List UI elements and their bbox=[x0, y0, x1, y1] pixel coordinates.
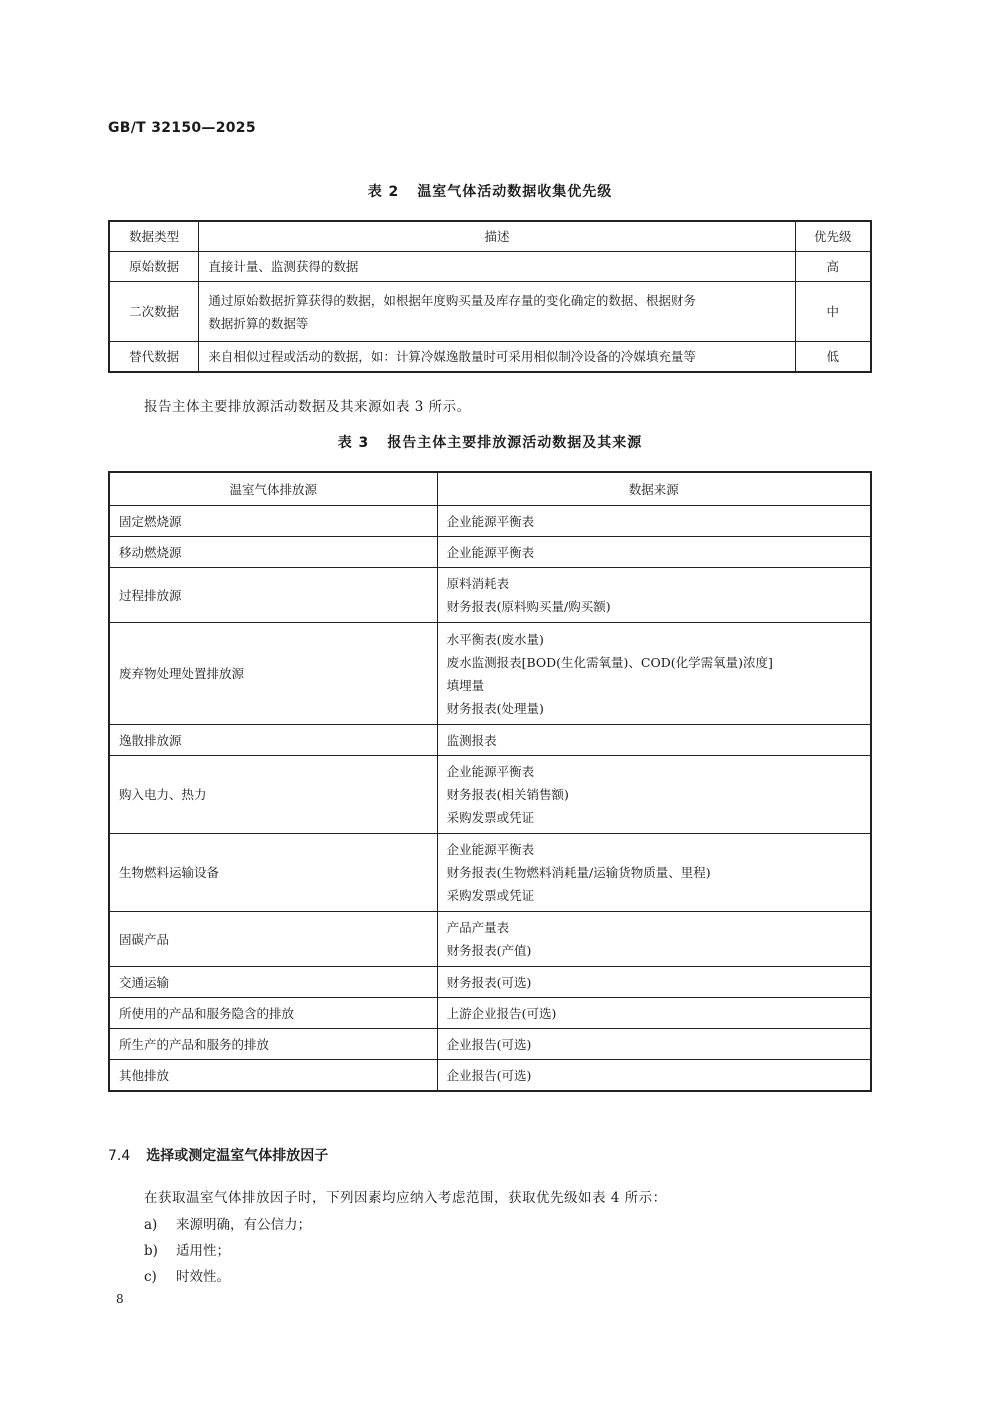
table3-header-row bbox=[109, 472, 871, 506]
table3-data-line: 财务报表(生物燃料消耗量/运输货物质量、里程) bbox=[446, 865, 711, 880]
table3 bbox=[108, 471, 872, 1092]
table-row bbox=[109, 998, 871, 1029]
list-text: 时效性。 bbox=[176, 1269, 230, 1285]
page-number: 8 bbox=[116, 1292, 124, 1306]
table3-cell-data bbox=[437, 506, 871, 537]
table-row bbox=[109, 967, 871, 998]
table3-cell-data bbox=[437, 967, 871, 998]
table3-data-line: 企业报告(可选) bbox=[446, 1067, 532, 1083]
table3-cell-data bbox=[437, 537, 871, 568]
table2-header-priority: 优先级 bbox=[795, 221, 871, 252]
table2-desc-line: 数据折算的数据等 bbox=[208, 315, 309, 331]
section-paragraph: 在获取温室气体排放因子时，下列因素均应纳入考虑范围，获取优先级如表 4 所示： bbox=[144, 1190, 667, 1206]
intro-paragraph: 报告主体主要排放源活动数据及其来源如表 3 所示。 bbox=[144, 399, 471, 415]
table3-header-source: 温室气体排放源 bbox=[109, 472, 437, 506]
table3-cell-source: 移动燃烧源 bbox=[109, 537, 437, 568]
table3-data-line: 企业能源平衡表 bbox=[446, 842, 535, 857]
section-title: 选择或测定温室气体排放因子 bbox=[146, 1148, 329, 1164]
table3-cell-data bbox=[437, 725, 871, 756]
table-row bbox=[109, 756, 871, 834]
list-marker: a) bbox=[144, 1217, 158, 1233]
table3-caption bbox=[108, 432, 872, 452]
table3-cell-data bbox=[437, 834, 871, 912]
list-item bbox=[144, 1213, 311, 1233]
table2-header-type: 数据类型 bbox=[109, 221, 199, 252]
table3-data-line: 水平衡表(废水量) bbox=[446, 631, 544, 647]
table2-cell-type: 原始数据 bbox=[109, 252, 199, 282]
table2-cell-desc: 来自相似过程或活动的数据，如：计算冷媒逸散量时可采用相似制冷设备的冷媒填充量等 bbox=[199, 342, 795, 372]
table2-cell-priority: 低 bbox=[795, 342, 871, 372]
table3-cell-source: 固定燃烧源 bbox=[109, 506, 437, 537]
table-row bbox=[109, 725, 871, 756]
table3-data-line: 企业能源平衡表 bbox=[446, 513, 535, 529]
table2-header-desc: 描述 bbox=[199, 221, 795, 252]
table3-cell-source: 废弃物处理处置排放源 bbox=[109, 623, 437, 725]
list-marker: c) bbox=[144, 1269, 157, 1285]
table-row bbox=[109, 252, 871, 282]
table-row bbox=[109, 282, 871, 342]
table3-data-line: 原料消耗表 bbox=[446, 576, 510, 591]
table-row bbox=[109, 568, 871, 623]
table3-data-line: 财务报表(相关销售额) bbox=[446, 787, 569, 802]
table3-caption-title: 报告主体主要排放源活动数据及其来源 bbox=[387, 435, 643, 451]
table2-cell-priority: 高 bbox=[795, 252, 871, 282]
table3-data-line: 采购发票或凭证 bbox=[446, 888, 535, 903]
table3-cell-source: 所生产的产品和服务的排放 bbox=[109, 1029, 437, 1060]
table3-cell-source: 所使用的产品和服务隐含的排放 bbox=[109, 998, 437, 1029]
table-row bbox=[109, 342, 871, 372]
table2-cell-type: 二次数据 bbox=[109, 282, 199, 342]
table-row bbox=[109, 506, 871, 537]
table3-cell-source: 购入电力、热力 bbox=[109, 756, 437, 834]
table2 bbox=[108, 220, 872, 373]
table2-cell-type: 替代数据 bbox=[109, 342, 199, 372]
table2-desc-line: 通过原始数据折算获得的数据，如根据年度购买量及库存量的变化确定的数据、根据财务 bbox=[208, 292, 696, 308]
table3-data-line: 产品产量表 bbox=[446, 920, 510, 935]
table3-cell-source: 固碳产品 bbox=[109, 912, 437, 967]
table3-cell-source: 交通运输 bbox=[109, 967, 437, 998]
table2-caption bbox=[108, 181, 872, 201]
table3-cell-data bbox=[437, 912, 871, 967]
table-row bbox=[109, 537, 871, 568]
table3-data-line: 财务报表(原料购买量/购买额) bbox=[446, 599, 611, 614]
table3-cell-data bbox=[437, 568, 871, 623]
table3-cell-data bbox=[437, 756, 871, 834]
section-number: 7.4 bbox=[108, 1148, 131, 1164]
list-item bbox=[144, 1265, 230, 1285]
table3-cell-source: 生物燃料运输设备 bbox=[109, 834, 437, 912]
table3-data-line: 财务报表(处理量) bbox=[446, 700, 544, 716]
table2-cell-priority: 中 bbox=[795, 282, 871, 342]
standard-number: GB/T 32150—2025 bbox=[108, 120, 256, 136]
table3-data-line: 填埋量 bbox=[446, 677, 485, 693]
list-marker: b) bbox=[144, 1243, 158, 1259]
table3-cell-source: 其他排放 bbox=[109, 1060, 437, 1092]
list-text: 适用性； bbox=[176, 1243, 230, 1259]
table-row bbox=[109, 1029, 871, 1060]
table-row bbox=[109, 1060, 871, 1092]
table3-caption-number: 表 3 bbox=[337, 435, 370, 451]
table3-data-line: 财务报表(产值) bbox=[446, 943, 532, 958]
table3-cell-source: 逸散排放源 bbox=[109, 725, 437, 756]
table2-caption-title: 温室气体活动数据收集优先级 bbox=[417, 184, 613, 200]
table3-cell-source: 过程排放源 bbox=[109, 568, 437, 623]
table3-cell-data bbox=[437, 1060, 871, 1092]
table3-header-data: 数据来源 bbox=[437, 472, 871, 506]
table3-cell-data bbox=[437, 623, 871, 725]
section-heading bbox=[108, 1145, 328, 1165]
table3-cell-data bbox=[437, 998, 871, 1029]
table-row bbox=[109, 834, 871, 912]
table3-data-line: 财务报表(可选) bbox=[446, 974, 532, 990]
table3-data-line: 上游企业报告(可选) bbox=[446, 1005, 557, 1021]
list-item bbox=[144, 1239, 230, 1259]
table3-data-line: 企业报告(可选) bbox=[446, 1036, 532, 1052]
table-row bbox=[109, 623, 871, 725]
list-text: 来源明确，有公信力； bbox=[176, 1217, 311, 1233]
table2-cell-desc: 直接计量、监测获得的数据 bbox=[199, 252, 795, 282]
table3-data-line: 废水监测报表[BOD(生化需氧量)、COD(化学需氧量)浓度] bbox=[446, 654, 773, 670]
table2-caption-number: 表 2 bbox=[367, 184, 400, 200]
table3-cell-data bbox=[437, 1029, 871, 1060]
table3-data-line: 企业能源平衡表 bbox=[446, 544, 535, 560]
table3-data-line: 采购发票或凭证 bbox=[446, 810, 535, 825]
table-row bbox=[109, 912, 871, 967]
table2-cell-desc bbox=[199, 282, 795, 342]
table3-data-line: 监测报表 bbox=[446, 732, 497, 748]
table2-header-row bbox=[109, 221, 871, 252]
table3-data-line: 企业能源平衡表 bbox=[446, 764, 535, 779]
